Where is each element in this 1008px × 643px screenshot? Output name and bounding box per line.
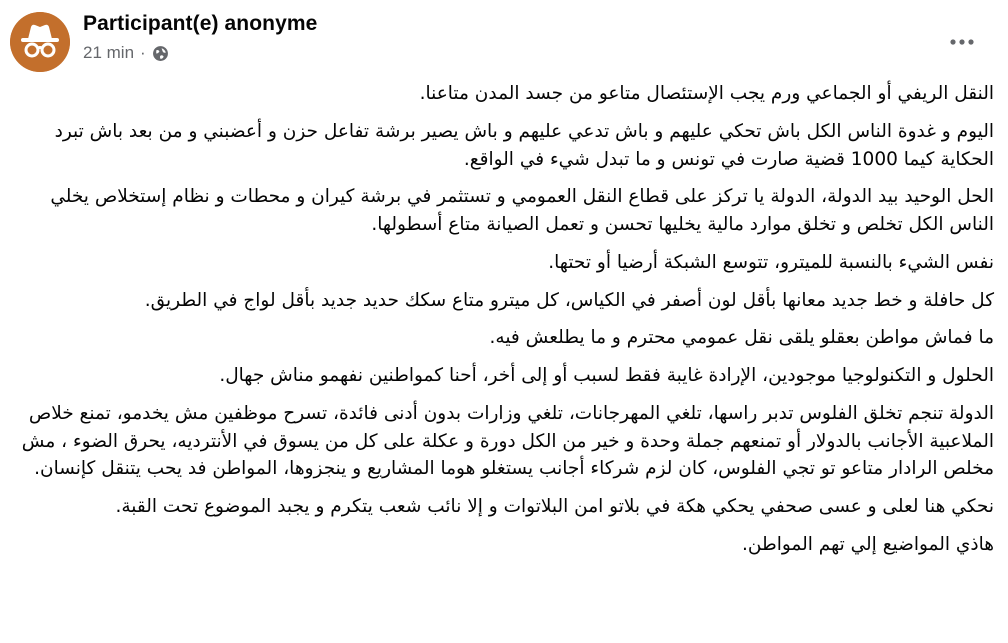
post-paragraph: نفس الشيء بالنسبة للميترو، تتوسع الشبكة أرضيا أو تحتها.: [548, 251, 994, 273]
post-time[interactable]: 21 min: [83, 43, 135, 62]
avatar[interactable]: [10, 12, 70, 72]
post-paragraph: الحلول و التكنولوجيا موجودين، الإرادة غايبة فقط لسبب أو إلى أخر، أحنا كمواطنين نفهمو مناش جهال.: [219, 365, 994, 386]
post-header: [10, 10, 1008, 72]
post-paragraph: ما فماش مواطن بعقلو يلقى نقل عمومي محترم و ما يطلعش فيه.: [489, 327, 994, 349]
post-paragraph: النقل الريفي أو الجماعي ورم يجب الإستئصال متاعو من جسد المدن متاعنا.: [419, 83, 994, 104]
post-paragraph: نحكي هنا لعلى و عسى صحفي يحكي هكة في بلاتو امن البلاتوات و إلا نائب شعب يتكرم و يجبد الموضوع تحت القبة.: [115, 496, 994, 517]
post-paragraph: الحل الوحيد بيد الدولة، الدولة يا تركز على قطاع النقل العمومي و تستثمر في برشة كيران و محطات و نظام إستخلاص يخلي الناس الكل تخلص و تخلق موارد مالية يخليها تحسن و تعمل الصيانة متاع أسطولها.: [50, 186, 994, 235]
post-meta: [83, 43, 169, 63]
meta-separator: ·: [140, 43, 146, 62]
incognito-icon: [10, 12, 70, 72]
more-options-button[interactable]: [944, 24, 980, 60]
post-paragraph: هاذي المواضيع إلي تهم المواطن.: [742, 533, 994, 555]
author-name[interactable]: Participant(e) anonyme: [83, 12, 318, 35]
post-body: [14, 80, 994, 569]
post-paragraph: الدولة تنجم تخلق الفلوس تدبر راسها، تلغي المهرجانات، تلغي وزارات بدون أدنى فائدة، تسرح موظفين مش يخدمو، تمنع خلاص الملاعبية الأجانب بالدولار أو تمنعهم جملة وحدة و خير من الكل دورة و عكلة على كل من يسوق في الأنترديه، يحرق الضوء ، مش مخلص الرادار متاعو تو تجي الفلوس، كان لزم شركاء أجانب يستغلو هوما المشاريع و ينجزوها، المواطن فد يحب يتنقل كإنسان.: [21, 402, 994, 480]
post-paragraph: كل حافلة و خط جديد معانها بأقل لون أصفر في الكياس، كل ميترو متاع سكك حديد جديد بأقل لواج في الطريق.: [144, 289, 994, 311]
more-horizontal-icon: [949, 38, 975, 46]
globe-icon[interactable]: [152, 45, 169, 62]
post-paragraph: اليوم و غدوة الناس الكل باش تحكي عليهم و باش تدعي عليهم و باش يصير برشة تفاعل حزن و أعضبني و من بعد باش تبرد الحكاية كيما 1000 قضية صارت في تونس و ما تبدل شيء في الواقع.: [54, 120, 994, 170]
